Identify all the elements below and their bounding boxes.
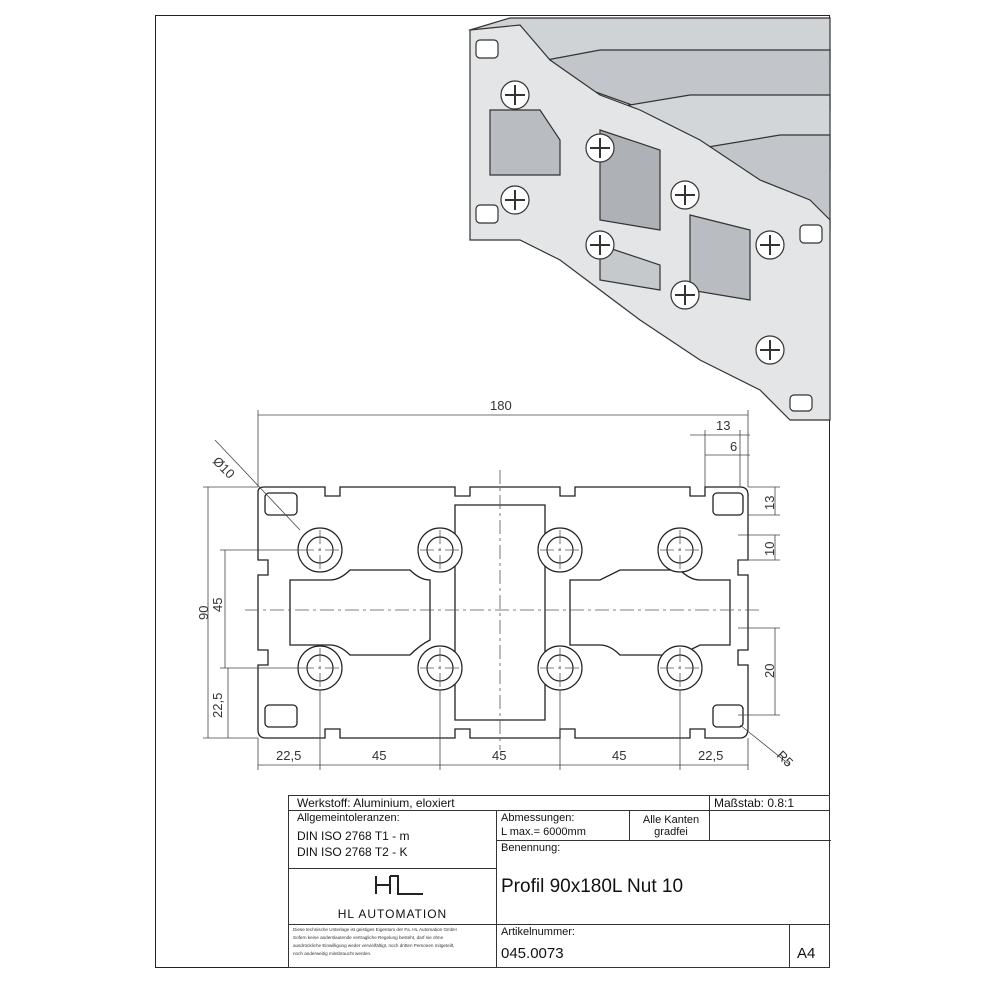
legal-line-1: Diese technische Unterlage ist geistiges Eigentum der Fa. HL Automation GmbH [293, 927, 457, 932]
dim-pitch-5: 22,5 [698, 748, 724, 763]
dim-pitch-3: 45 [492, 748, 507, 763]
company-name: HL AUTOMATION [337, 907, 448, 921]
dim-r5: R5 [773, 747, 797, 770]
edges-line-2: gradfei [654, 826, 688, 838]
dimensions-value: L max.= 6000mm [501, 826, 586, 838]
name-value: Profil 90x180L Nut 10 [501, 876, 684, 897]
dim-10: 10 [762, 541, 777, 556]
article-number: 045.0073 [501, 945, 564, 962]
profile-cross-section [258, 487, 748, 738]
legal-line-4: noch anderweitig missbraucht werden. [293, 951, 372, 956]
dimensions-label: Abmessungen: [501, 812, 575, 824]
material-label: Werkstoff: Aluminium, eloxiert [297, 796, 455, 810]
legal-line-3: ausdrückliche Einwilligung weder vervielfältigt, noch dritten Personen mitgeteilt, [293, 943, 455, 948]
sheet-format: A4 [797, 945, 816, 962]
dim-45-vertical: 45 [210, 597, 225, 612]
dim-180: 180 [490, 398, 512, 413]
dimension-lines [203, 410, 790, 770]
tolerance-2: DIN ISO 2768 T2 - K [297, 845, 408, 859]
article-label: Artikelnummer: [501, 926, 575, 938]
scale-label: Maßstab: 0.8:1 [714, 796, 795, 810]
dim-6: 6 [730, 439, 738, 454]
dim-20: 20 [762, 663, 777, 678]
tolerances-label: Allgemeintoleranzen: [297, 812, 400, 824]
dim-13-side: 13 [762, 495, 777, 510]
dim-pitch-2: 45 [372, 748, 387, 763]
tolerance-1: DIN ISO 2768 T1 - m [297, 829, 410, 843]
title-block [288, 795, 830, 968]
dim-pitch-4: 45 [612, 748, 627, 763]
name-label: Benennung: [501, 842, 561, 854]
dim-22-5-vertical: 22,5 [210, 692, 225, 718]
dimension-labels [196, 398, 796, 770]
dim-diameter: Ø10 [209, 453, 238, 482]
dim-13-top: 13 [716, 418, 731, 433]
legal-line-2: Sofern keine anderslautende vertragliche Regelung besteht, darf sie ohne [293, 935, 444, 940]
center-lines [245, 470, 760, 750]
dim-90: 90 [196, 605, 211, 620]
isometric-profile-view [470, 18, 830, 420]
dim-pitch-1: 22,5 [276, 748, 302, 763]
edges-line-1: Alle Kanten [642, 814, 700, 826]
hl-logo-icon [374, 874, 426, 896]
